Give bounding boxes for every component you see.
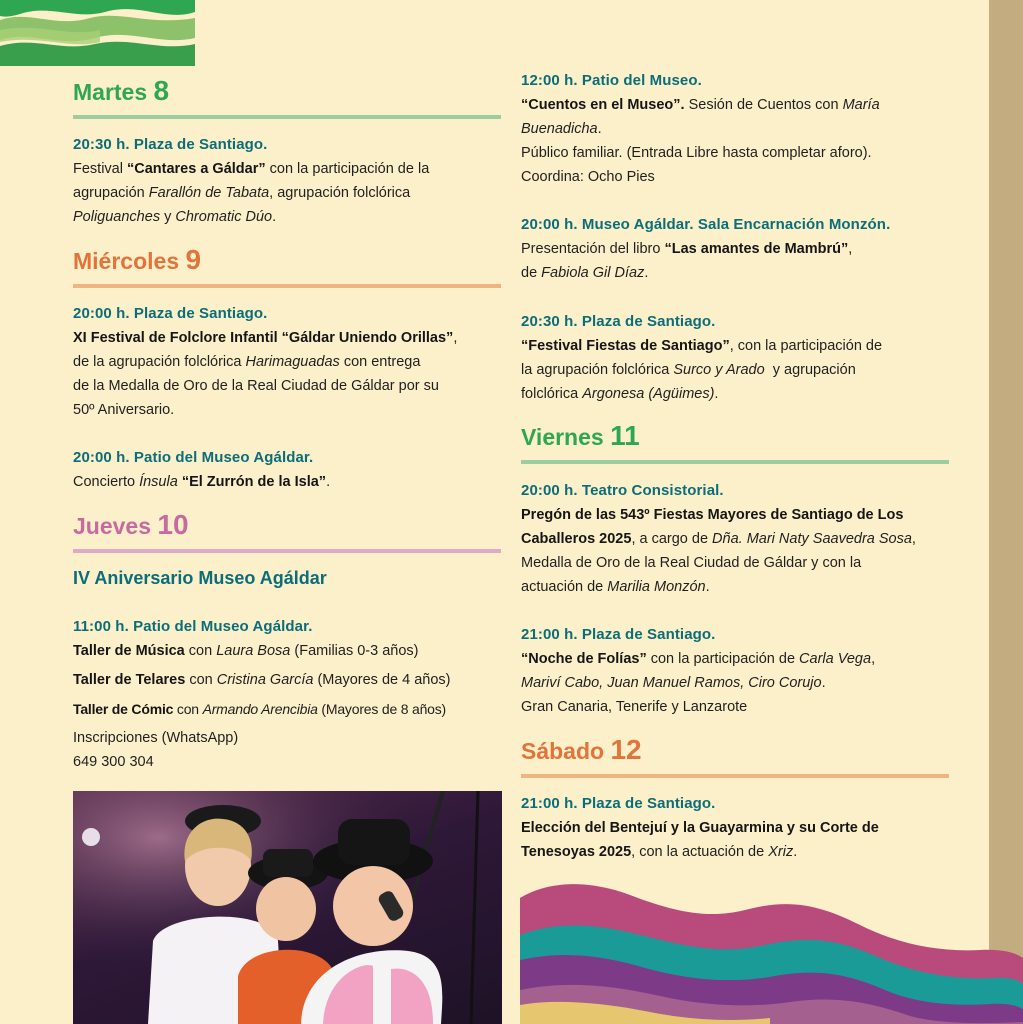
divider-miercoles (73, 284, 501, 288)
event-fiestas (521, 310, 949, 406)
day-header-miercoles (73, 245, 501, 276)
day-header-jueves (73, 510, 501, 541)
jueves-subtitle: IV Aniversario Museo Agáldar (73, 568, 327, 588)
photo-illustration (73, 791, 502, 1024)
day-header-sabado (521, 735, 949, 766)
event-line: de la Medalla de Oro de la Real Ciudad de Gáldar por su (73, 378, 439, 394)
event-viernes-1 (521, 479, 949, 599)
event-line: Poliguanches y Chromatic Dúo. (73, 209, 277, 225)
event-line: XI Festival de Folclore Infantil “Gáldar Uniendo Orillas”, (73, 330, 458, 346)
event-heading: 11:00 h. Patio del Museo Agáldar. (73, 618, 313, 635)
event-line: Pregón de las 543º Fiestas Mayores de Santiago de Los (521, 507, 904, 523)
event-martes (73, 133, 501, 229)
event-line: Medalla de Oro de la Real Ciudad de Gáldar y con la (521, 555, 862, 571)
event-line: Festival “Cantares a Gáldar” con la participación de la (73, 161, 430, 177)
workshop-comic: Taller de Cómic con Armando Arencibia (Mayores de 8 años) (73, 701, 447, 717)
event-jueves (73, 615, 501, 774)
event-heading: 20:30 h. Plaza de Santiago. (521, 313, 716, 330)
day-number: 11 (610, 420, 640, 451)
divider-viernes (521, 460, 949, 464)
event-line: de la agrupación folclórica Harimaguadas con entrega (73, 354, 421, 370)
day-name: Martes (73, 79, 148, 105)
day-name: Sábado (521, 738, 605, 764)
event-heading: 20:00 h. Teatro Consistorial. (521, 482, 724, 499)
side-strip (989, 0, 1023, 1024)
event-sabado (521, 792, 949, 864)
children-folk-dancers-photo (73, 791, 502, 1024)
day-name: Viernes (521, 424, 604, 450)
event-miercoles-1 (73, 302, 501, 422)
event-line: Presentación del libro “Las amantes de Mambrú”, (521, 241, 853, 257)
event-line: Concierto Ínsula “El Zurrón de la Isla”. (73, 474, 331, 490)
event-line: Mariví Cabo, Juan Manuel Ramos, Ciro Corujo. (521, 675, 826, 691)
top-wave-decoration (0, 0, 195, 66)
event-line: “Cuentos en el Museo”. Sesión de Cuentos con María (521, 97, 880, 113)
event-miercoles-2 (73, 446, 501, 494)
event-line: Público familiar. (Entrada Libre hasta completar aforo). (521, 145, 872, 161)
event-heading: 20:00 h. Plaza de Santiago. (73, 305, 268, 322)
registration-label: Inscripciones (WhatsApp) (73, 730, 239, 746)
event-heading: 21:00 h. Plaza de Santiago. (521, 795, 716, 812)
day-number: 8 (153, 75, 170, 106)
day-header-martes (73, 76, 501, 107)
event-viernes-2 (521, 623, 949, 719)
event-line: Buenadicha. (521, 121, 602, 137)
event-line: Gran Canaria, Tenerife y Lanzarote (521, 699, 748, 715)
event-line: la agrupación folclórica Surco y Arado y agrupación (521, 362, 856, 378)
bottom-wave-decoration (520, 880, 1023, 1024)
workshop-music: Taller de Música con Laura Bosa (Familias 0-3 años) (73, 643, 419, 659)
event-heading: 20:30 h. Plaza de Santiago. (73, 136, 268, 153)
event-line: actuación de Marilia Monzón. (521, 579, 710, 595)
event-line: agrupación Farallón de Tabata, agrupación folclórica (73, 185, 411, 201)
event-line: folclórica Argonesa (Agüimes). (521, 386, 719, 402)
divider-sabado (521, 774, 949, 778)
event-line: Coordina: Ocho Pies (521, 169, 655, 185)
event-line: 50º Aniversario. (73, 402, 175, 418)
event-line: “Noche de Folías” con la participación de Carla Vega, (521, 651, 876, 667)
event-heading: 20:00 h. Patio del Museo Agáldar. (73, 449, 314, 466)
event-cuentos (521, 69, 949, 189)
day-number: 12 (610, 734, 642, 765)
day-number: 10 (157, 509, 189, 540)
event-line: Elección del Bentejuí y la Guayarmina y su Corte de (521, 820, 879, 836)
day-header-viernes (521, 421, 949, 452)
workshop-looms: Taller de Telares con Cristina García (Mayores de 4 años) (73, 672, 451, 688)
event-heading: 20:00 h. Museo Agáldar. Sala Encarnación Monzón. (521, 216, 891, 233)
event-heading: 21:00 h. Plaza de Santiago. (521, 626, 716, 643)
divider-jueves (73, 549, 501, 553)
divider-martes (73, 115, 501, 119)
registration-phone: 649 300 304 (73, 754, 154, 770)
day-name: Miércoles (73, 248, 180, 274)
day-number: 9 (185, 244, 202, 275)
event-libro (521, 213, 949, 285)
event-line: de Fabiola Gil Díaz. (521, 265, 649, 281)
event-line: Tenesoyas 2025, con la actuación de Xriz. (521, 844, 798, 860)
day-name: Jueves (73, 513, 152, 539)
event-line: Caballeros 2025, a cargo de Dña. Mari Naty Saavedra Sosa, (521, 531, 916, 547)
event-line: “Festival Fiestas de Santiago”, con la participación de (521, 338, 883, 354)
event-heading: 12:00 h. Patio del Museo. (521, 72, 702, 89)
